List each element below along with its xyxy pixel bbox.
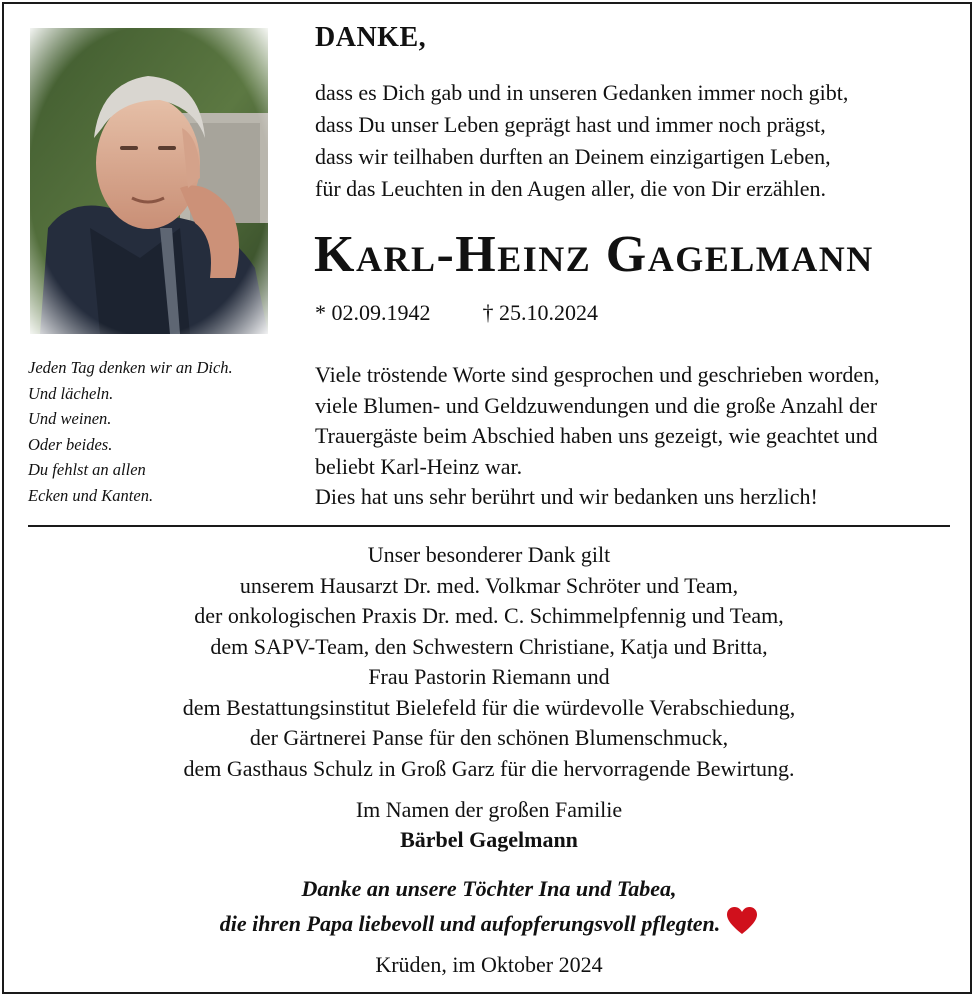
thanks-line: Dies hat uns sehr berührt und wir bedanken uns herzlich! [315,484,818,509]
heart-icon [726,906,758,946]
deceased-name: Karl-Heinz Gagelmann [314,226,874,283]
death-date: † 25.10.2024 [482,300,598,325]
special-thanks-line: dem SAPV-Team, den Schwestern Christiane, Katja und Britta, [210,633,768,659]
daughters-line: Danke an unsere Töchter Ina und Tabea, [301,876,677,901]
poem-line: Jeden Tag denken wir an Dich. [28,358,233,377]
intro-line: für das Leuchten in den Augen aller, die von Dir erzählen. [315,176,827,201]
daughters-thanks [0,872,978,946]
poem-line: Oder beides. [28,434,113,454]
signature-name: Bärbel Gagelmann [400,827,578,852]
daughters-line: die ihren Papa liebevoll und aufopferungsvoll pflegten. [219,911,721,937]
family-line: Im Namen der großen Familie [355,797,623,822]
special-thanks-line: dem Gasthaus Schulz in Groß Garz für die hervorragende Bewirtung. [183,755,795,781]
place-date: Krüden, im Oktober 2024 [375,952,603,977]
poem-line: Und lächeln. [28,383,114,403]
heading: DANKE, [315,22,427,53]
thanks-line: Viele tröstende Worte sind gesprochen und geschrieben worden, [315,362,880,387]
poem-line: Und weinen. [28,409,112,428]
divider [28,525,950,527]
birth-date: * 02.09.1942 [315,300,431,325]
heart-shape [727,907,757,934]
intro-line: dass wir teilhaben durften an Deinem einzigartigen Leben, [315,144,831,169]
family-signature [0,795,978,855]
thanks-text [315,360,880,513]
life-dates [315,300,598,326]
special-thanks [0,540,978,784]
special-thanks-line: Unser besonderer Dank gilt [367,542,611,567]
intro-line: dass es Dich gab und in unseren Gedanken immer noch gibt, [315,80,849,105]
special-thanks-line: der onkologischen Praxis Dr. med. C. Schimmelpfennig und Team, [194,603,784,628]
thanks-line: beliebt Karl-Heinz war. [315,453,523,479]
special-thanks-line: dem Bestattungsinstitut Bielefeld für die würdevolle Verabschiedung, [182,694,796,720]
portrait-photo [30,28,268,334]
special-thanks-line: Frau Pastorin Riemann und [368,664,610,689]
daughters-line-with-heart [0,906,978,946]
special-thanks-line: unserem Hausarzt Dr. med. Volkmar Schröter und Team, [239,572,739,598]
memorial-poem [28,355,288,508]
poem-line: Ecken und Kanten. [28,485,154,505]
intro-text [315,77,848,205]
thanks-line: Trauergäste beim Abschied haben uns gezeigt, wie geachtet und [315,423,878,448]
intro-line: dass Du unser Leben geprägt hast und immer noch prägst, [315,112,826,137]
special-thanks-line: der Gärtnerei Panse für den schönen Blumenschmuck, [249,725,729,750]
poem-line: Du fehlst an allen [28,460,146,479]
thanks-line: viele Blumen- und Geldzuwendungen und die große Anzahl der [315,392,878,418]
